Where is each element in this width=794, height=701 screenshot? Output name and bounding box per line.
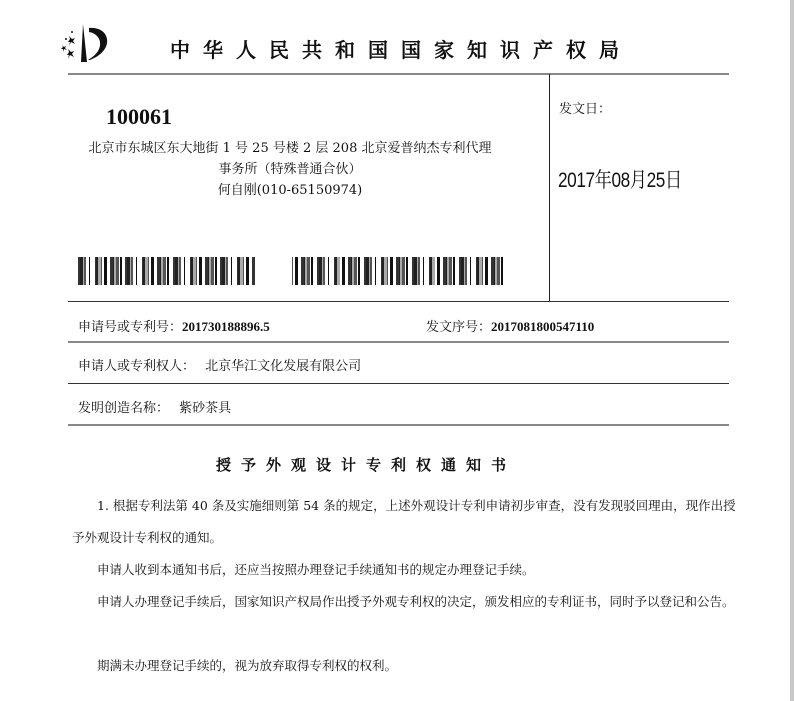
address-date-divider: [549, 74, 550, 302]
design-name-label: 发明创造名称：: [78, 401, 170, 416]
cnipa-emblem-icon: [58, 22, 118, 64]
address-line-1: 北京市东城区东大地街 1 号 25 号楼 2 层 208 北京爱普纳杰专利代理: [88, 141, 492, 156]
header-divider: [68, 73, 729, 75]
address-block: [70, 138, 510, 201]
row-divider: [68, 341, 729, 343]
applicant-field: [78, 355, 361, 374]
contact: 何自刚(010-65150974): [217, 183, 363, 198]
issue-date-label: 发文日：: [559, 102, 612, 117]
barcode-right: [292, 257, 506, 285]
applicant-label: 申请人或专利权人：: [78, 359, 196, 374]
serial-number-field: [426, 316, 594, 335]
serial-number-label: 发文序号：: [426, 320, 492, 335]
design-name-field: [78, 397, 231, 416]
notice-paragraph-2: 申请人收到本通知书后，还应当按照办理登记手续通知书的规定办理登记手续。: [97, 562, 535, 577]
design-name: 紫砂茶具: [179, 401, 232, 416]
application-number: 201730188896.5: [182, 319, 270, 334]
page-title: 中华人民共和国国家知识产权局: [170, 38, 632, 62]
notice-paragraph-3: 申请人办理登记手续后，国家知识产权局作出授予外观专利权的决定，颁发相应的专利证书，同时予以登记和公告。: [97, 594, 735, 609]
notice-paragraph-4: 期满未办理登记手续的，视为放弃取得专利权的权利。: [97, 658, 398, 673]
row-divider: [68, 424, 729, 426]
serial-number: 2017081800547110: [491, 319, 595, 334]
row-divider: [68, 383, 729, 384]
notice-title: 授予外观设计专利权通知书: [216, 456, 517, 474]
applicant-name: 北京华江文化发展有限公司: [205, 359, 362, 374]
issue-date: 2017年08月25日: [558, 169, 682, 192]
page-edge: [790, 0, 794, 701]
barcode-left: [77, 257, 255, 285]
application-number-field: [78, 316, 270, 335]
section-divider: [68, 301, 729, 302]
application-number-label: 申请号或专利号：: [78, 320, 183, 335]
postcode: 100061: [106, 104, 172, 129]
address-line-2: 事务所（特殊普通合伙）: [218, 162, 362, 177]
notice-paragraph-1: 1. 根据专利法第 40 条及实施细则第 54 条的规定，上述外观设计专利申请初步审查，没有发现驳回理由，现作出授予外观设计专利权的通知。: [72, 498, 736, 545]
